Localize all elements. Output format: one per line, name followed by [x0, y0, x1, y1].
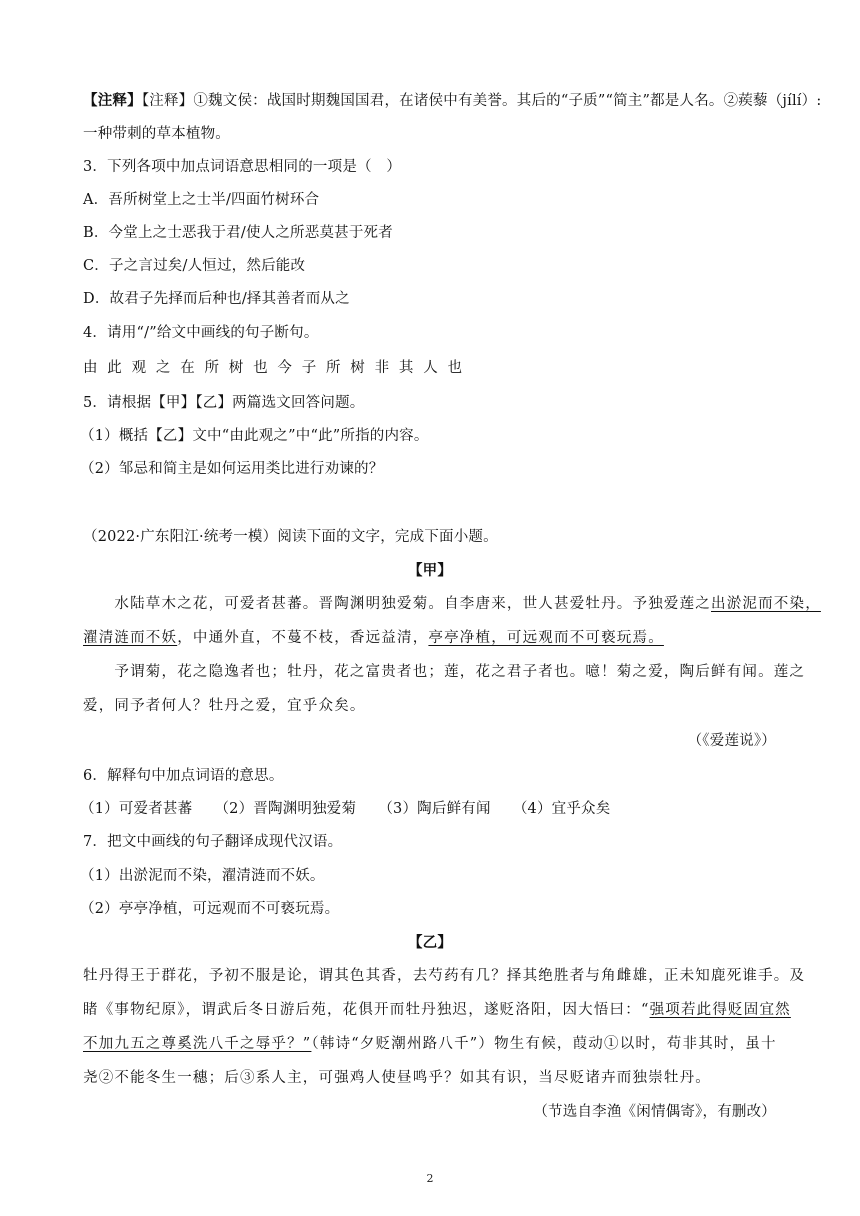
- question-7-stem: 7．把文中画线的句子翻译成现代汉语。: [83, 834, 343, 850]
- question-3-option-b: B．今堂上之士恶我于君/使人之所恶莫甚于死者: [83, 225, 393, 241]
- question-5-stem: 5．请根据【甲】【乙】两篇选文回答问题。: [83, 395, 365, 411]
- question-6-items: （1）可爱者甚蕃 （2）晋陶渊明独爱菊 （3）陶后鲜有闻 （4）宜乎众矣: [80, 801, 611, 817]
- passage-yi-line-4: 尧②不能冬生一穗；后③系人主，可强鸡人使昼鸣乎？如其有识，当尽贬诸卉而独崇牡丹。: [83, 1070, 711, 1086]
- passage-yi-line-2: 睹《事物纪原》，谓武后冬日游后苑，花俱开而牡丹独迟，遂贬洛阳，因大悟曰：“强项若此得贬固宜然: [83, 1002, 791, 1018]
- annotation-line-2: 一种带刺的草本植物。: [83, 126, 230, 142]
- passage-jia-line-2: 濯清涟而不妖，中通外直，不蔓不枝，香远益清，亭亭净植，可远观而不可亵玩焉。: [83, 630, 664, 646]
- passage-yi-title: 【乙】: [407, 934, 453, 951]
- passage-jia-line-1: 水陆草木之花，可爱者甚蕃。晋陶渊明独爱菊。自李唐来，世人甚爱牡丹。予独爱莲之出淤泥而不染，: [83, 596, 821, 612]
- underlined-sentence: 濯清涟而不妖: [83, 630, 178, 646]
- passage-jia-line-3: 予谓菊，花之隐逸者也；牡丹，花之富贵者也；莲，花之君子者也。噫！菊之爱，陶后鲜有闻。莲之: [83, 664, 806, 680]
- question-7-part-2: （2）亭亭净植，可远观而不可亵玩焉。: [80, 901, 340, 917]
- question-3-stem: 3．下列各项中加点词语意思相同的一项是（ ）: [83, 159, 402, 175]
- page-number: 2: [426, 1172, 434, 1185]
- annotation-line-1: 【注释】【注释】①魏文侯：战国时期魏国国君，在诸侯中有美誉。其后的“子质”“简主”都是人名。②蒺藜（jílí）:: [83, 92, 822, 109]
- question-3-option-a: A．吾所树堂上之士半/四面竹树环合: [83, 192, 320, 208]
- section-intro: （2022·广东阳江·统考一模）阅读下面的文字，完成下面小题。: [83, 529, 498, 545]
- underlined-sentence: 出淤泥而不染，: [711, 596, 821, 612]
- passage-yi-line-3: 不加九五之尊奚洗八千之辱乎？”（韩诗“夕贬潮州路八千”）物生有候，葭动①以时，苟非其时，虽十: [83, 1036, 777, 1052]
- question-3-option-c: C．子之言过矣/人恒过，然后能改: [83, 258, 306, 274]
- question-4-sentence: 由此观之在所树也今子所树非其人也: [83, 360, 472, 376]
- question-4-stem: 4．请用“/”给文中画线的句子断句。: [83, 325, 319, 341]
- underlined-sentence: 不加九五之尊奚洗八千之辱乎？”: [83, 1036, 312, 1052]
- question-5-part-2: （2）邹忌和简主是如何运用类比进行劝谏的？: [80, 461, 384, 477]
- underlined-sentence: 强项若此得贬固宜然: [649, 1002, 791, 1018]
- question-7-part-1: （1）出淤泥而不染，濯清涟而不妖。: [80, 868, 325, 884]
- passage-jia-title: 【甲】: [407, 562, 453, 579]
- annotation-text: 【注释】①魏文侯：战国时期魏国国君，在诸侯中有美誉。其后的“子质”“简主”都是人名。②蒺藜（jílí）:: [141, 93, 822, 109]
- question-6-stem: 6．解释句中加点词语的意思。: [83, 768, 284, 784]
- passage-jia-line-4: 爱，同予者何人？牡丹之爱，宜乎众矣。: [83, 698, 366, 714]
- question-5-part-1: （1）概括【乙】文中“由此观之”中“此”所指的内容。: [80, 428, 429, 444]
- question-3-option-d: D．故君子先择而后种也/择其善者而从之: [83, 291, 350, 307]
- underlined-sentence: 亭亭净植，可远观而不可亵玩焉。: [428, 630, 664, 646]
- passage-yi-source: （节选自李渔《闲情偶寄》，有删改）: [533, 1104, 776, 1120]
- passage-jia-source: （《爱莲说》）: [687, 733, 776, 749]
- passage-yi-line-1: 牡丹得王于群花，予初不服是论，谓其色其香，去芍药有几？择其绝胜者与角雌雄，正未知鹿死谁手。及: [83, 968, 806, 984]
